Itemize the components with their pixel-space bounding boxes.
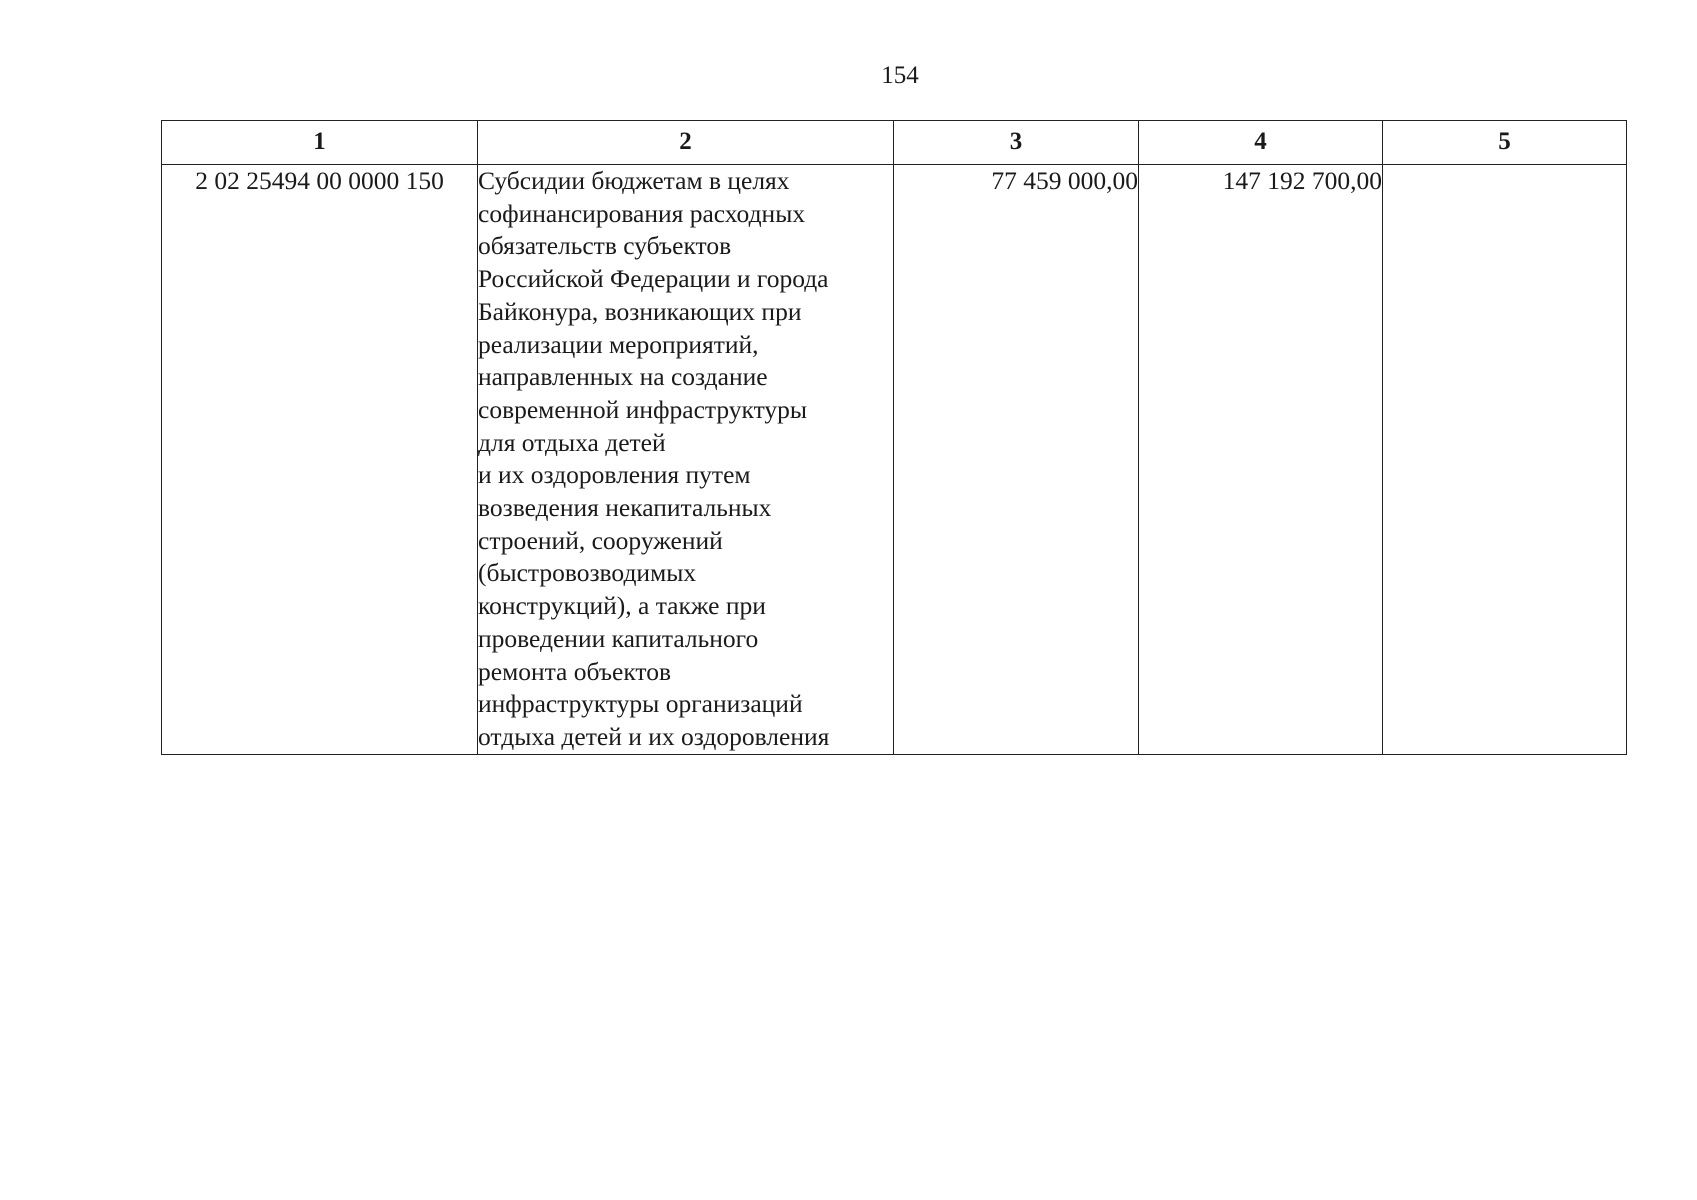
budget-table: [161, 120, 1627, 755]
amount-column-4-cell: 147 192 700,00: [1139, 165, 1383, 755]
column-header-5: 5: [1383, 121, 1627, 165]
page-number: 154: [881, 62, 919, 89]
column-header-3: 3: [894, 121, 1139, 165]
column-header-2: 2: [478, 121, 894, 165]
table-row: [162, 165, 1627, 755]
header-row: [162, 121, 1627, 165]
amount-column-5-cell: [1383, 165, 1627, 755]
amount-column-3-cell: 77 459 000,00: [894, 165, 1139, 755]
income-name-cell: Субсидии бюджетам в целях софинансирования расходных обязательств субъектов Российской Федерации и города Байконура, возникающих при реализации мероприятий, направленных на создание современной инфраструктуры для отдыха детей и их оздоровления путем возведения некапитальных строений, сооружений (быстровозводимых конструкций), а также при проведении капитального ремонта объектов инфраструктуры организаций отдыха детей и их оздоровления: [478, 165, 894, 755]
column-header-4: 4: [1139, 121, 1383, 165]
budget-code-cell: 2 02 25494 00 0000 150: [162, 165, 478, 755]
column-header-1: 1: [162, 121, 478, 165]
